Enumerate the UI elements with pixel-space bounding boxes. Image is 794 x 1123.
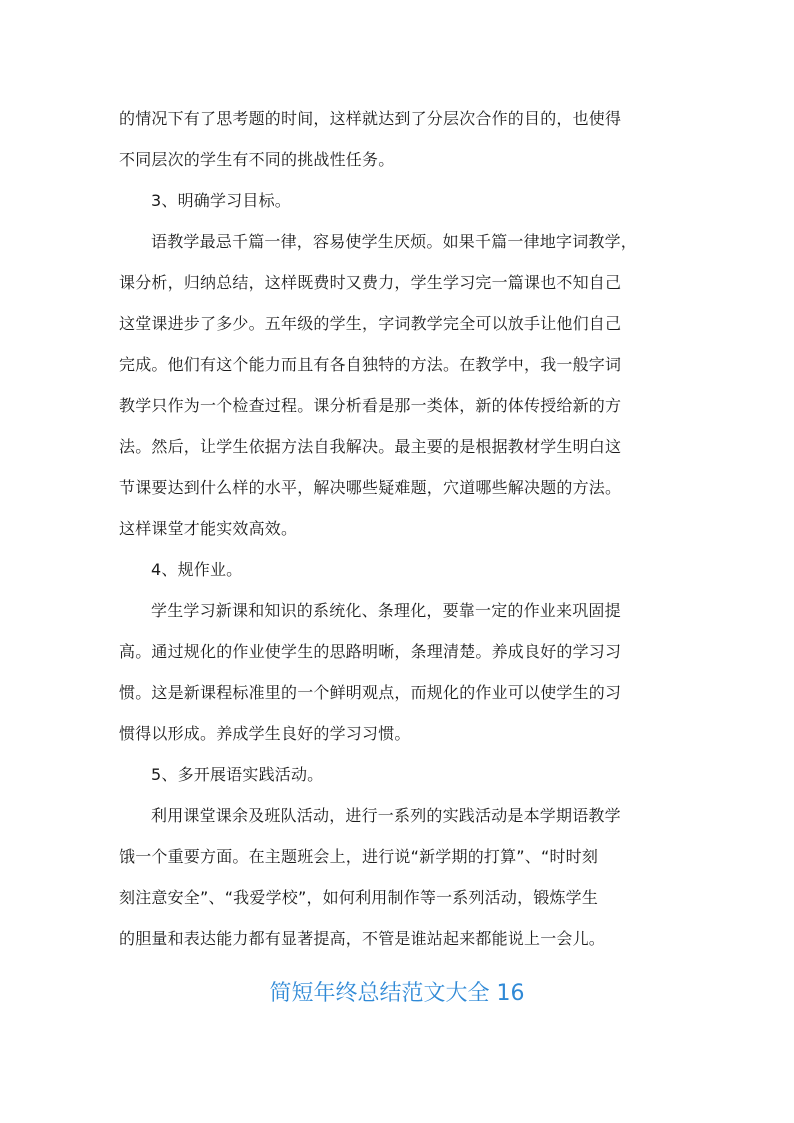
section-heading: 简短年终总结范文大全 16 xyxy=(269,981,525,1006)
paragraph-first-line: 5、多开展语实践活动。 xyxy=(151,765,324,784)
paragraph-line: 惯。这是新课程标准里的一个鲜明观点，而规化的作业可以使学生的习 xyxy=(119,683,622,702)
paragraph-line: 法。然后，让学生依据方法自我解决。最主要的是根据教材学生明白这 xyxy=(119,437,622,456)
paragraph-line: 的情况下有了思考题的时间，这样就达到了分层次合作的目的，也使得 xyxy=(119,109,622,128)
paragraph-first-line: 4、规作业。 xyxy=(151,560,243,579)
paragraph-line: 高。通过规化的作业使学生的思路明晰，条理清楚。养成良好的学习习 xyxy=(119,642,622,661)
document-body xyxy=(119,98,677,959)
paragraph-line: 教学只作为一个检查过程。课分析看是那一类体，新的体传授给新的方 xyxy=(119,396,622,415)
paragraph-first-line: 利用课堂课余及班队活动，进行一系列的实践活动是本学期语教学 xyxy=(151,806,621,825)
paragraph-line: 节课要达到什么样的水平，解决哪些疑难题，穴道哪些解决题的方法。 xyxy=(119,478,622,497)
paragraph-first-line: 语教学最忌千篇一律，容易使学生厌烦。如果千篇一律地字词教学， xyxy=(151,232,638,251)
paragraph-first-line: 3、明确学习目标。 xyxy=(151,191,291,210)
paragraph-line: 完成。他们有这个能力而且有各自独特的方法。在教学中，我一般字词 xyxy=(119,355,622,374)
paragraph-line: 这样课堂才能实效高效。 xyxy=(119,519,298,538)
paragraph-line: 不同层次的学生有不同的挑战性任务。 xyxy=(119,150,395,169)
paragraph-line: 惯得以形成。养成学生良好的学习习惯。 xyxy=(119,724,411,743)
paragraph-line: 饿一个重要方面。在主题班会上，进行说“新学期的打算”、“时时刻 xyxy=(119,847,599,866)
paragraph-line: 刻注意安全”、“我爱学校”，如何利用制作等一系列活动，锻炼学生 xyxy=(119,888,599,907)
paragraph-first-line: 学生学习新课和知识的系统化、条理化，要靠一定的作业来巩固提 xyxy=(151,601,621,620)
paragraph-line: 的胆量和表达能力都有显著提高，不管是谁站起来都能说上一会儿。 xyxy=(119,929,606,948)
paragraph-line: 课分析，归纳总结，这样既费时又费力，学生学习完一篇课也不知自己 xyxy=(119,273,622,292)
paragraph-line: 这堂课进步了多少。五年级的学生，字词教学完全可以放手让他们自己 xyxy=(119,314,622,333)
